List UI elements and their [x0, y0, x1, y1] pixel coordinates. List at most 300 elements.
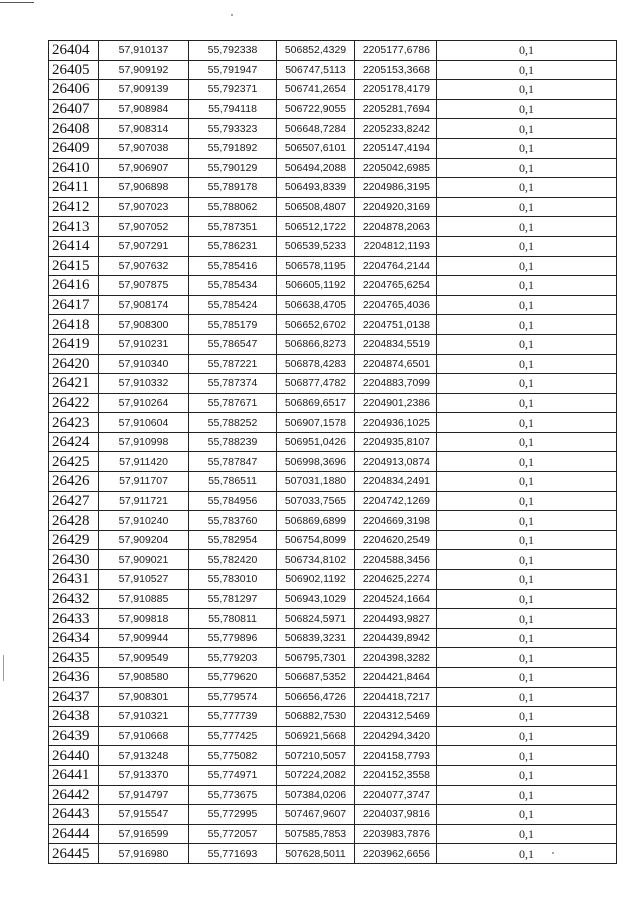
coord-x-cell: 506512,1722 — [277, 217, 355, 237]
longitude-cell: 55,792338 — [189, 41, 277, 61]
accuracy-cell: 0,1 — [437, 99, 617, 119]
longitude-cell: 55,772057 — [189, 824, 277, 844]
latitude-cell: 57,909818 — [99, 609, 189, 629]
point-number-cell: 26444 — [49, 824, 99, 844]
coord-y-cell: 2204524,1664 — [355, 589, 437, 609]
accuracy-cell: 0,1 — [437, 217, 617, 237]
longitude-cell: 55,774971 — [189, 765, 277, 785]
table-row — [49, 60, 617, 80]
point-number-cell: 26410 — [49, 158, 99, 178]
latitude-cell: 57,916980 — [99, 844, 189, 864]
coord-x-cell: 506902,1192 — [277, 570, 355, 590]
latitude-cell: 57,906898 — [99, 178, 189, 198]
latitude-cell: 57,915547 — [99, 805, 189, 825]
latitude-cell: 57,909944 — [99, 628, 189, 648]
coord-y-cell: 2204874,6501 — [355, 354, 437, 374]
table-row — [49, 570, 617, 590]
longitude-cell: 55,788239 — [189, 432, 277, 452]
accuracy-cell: 0,1 — [437, 41, 617, 61]
table-row — [49, 197, 617, 217]
point-number-cell: 26405 — [49, 60, 99, 80]
table-row — [49, 765, 617, 785]
coord-x-cell: 507224,2082 — [277, 765, 355, 785]
latitude-cell: 57,908984 — [99, 99, 189, 119]
coord-y-cell: 2204312,5469 — [355, 707, 437, 727]
accuracy-cell: 0,1 — [437, 844, 617, 864]
latitude-cell: 57,910604 — [99, 413, 189, 433]
accuracy-cell: 0,1 — [437, 334, 617, 354]
table-row — [49, 295, 617, 315]
coord-y-cell: 2203983,7876 — [355, 824, 437, 844]
longitude-cell: 55,787671 — [189, 393, 277, 413]
point-number-cell: 26425 — [49, 452, 99, 472]
accuracy-cell: 0,1 — [437, 236, 617, 256]
latitude-cell: 57,910264 — [99, 393, 189, 413]
table-row — [49, 472, 617, 492]
coord-x-cell: 506507,6101 — [277, 138, 355, 158]
longitude-cell: 55,787847 — [189, 452, 277, 472]
longitude-cell: 55,787351 — [189, 217, 277, 237]
table-row — [49, 178, 617, 198]
accuracy-cell: 0,1 — [437, 413, 617, 433]
latitude-cell: 57,913370 — [99, 765, 189, 785]
coord-x-cell: 506754,8099 — [277, 530, 355, 550]
coord-x-cell: 507031,1880 — [277, 472, 355, 492]
accuracy-cell: 0,1 — [437, 805, 617, 825]
accuracy-cell: 0,1 — [437, 256, 617, 276]
point-number-cell: 26420 — [49, 354, 99, 374]
latitude-cell: 57,910137 — [99, 41, 189, 61]
coord-y-cell: 2204936,1025 — [355, 413, 437, 433]
point-number-cell: 26414 — [49, 236, 99, 256]
point-number-cell: 26415 — [49, 256, 99, 276]
latitude-cell: 57,908301 — [99, 687, 189, 707]
accuracy-cell: 0,1 — [437, 158, 617, 178]
accuracy-cell: 0,1 — [437, 393, 617, 413]
latitude-cell: 57,910231 — [99, 334, 189, 354]
coord-x-cell: 507210,5057 — [277, 746, 355, 766]
longitude-cell: 55,788252 — [189, 413, 277, 433]
coord-x-cell: 506652,6702 — [277, 315, 355, 335]
point-number-cell: 26434 — [49, 628, 99, 648]
latitude-cell: 57,908174 — [99, 295, 189, 315]
coord-y-cell: 2205147,4194 — [355, 138, 437, 158]
accuracy-cell: 0,1 — [437, 726, 617, 746]
accuracy-cell: 0,1 — [437, 687, 617, 707]
longitude-cell: 55,785434 — [189, 276, 277, 296]
point-number-cell: 26424 — [49, 432, 99, 452]
point-number-cell: 26418 — [49, 315, 99, 335]
point-number-cell: 26431 — [49, 570, 99, 590]
longitude-cell: 55,785416 — [189, 256, 277, 276]
accuracy-cell: 0,1 — [437, 178, 617, 198]
point-number-cell: 26406 — [49, 80, 99, 100]
accuracy-cell: 0,1 — [437, 295, 617, 315]
longitude-cell: 55,779896 — [189, 628, 277, 648]
accuracy-cell: 0,1 — [437, 472, 617, 492]
table-row — [49, 374, 617, 394]
coord-x-cell: 506824,5971 — [277, 609, 355, 629]
coord-x-cell: 507628,5011 — [277, 844, 355, 864]
coord-x-cell: 507585,7853 — [277, 824, 355, 844]
accuracy-cell: 0,1 — [437, 589, 617, 609]
longitude-cell: 55,782420 — [189, 550, 277, 570]
coord-y-cell: 2204493,9827 — [355, 609, 437, 629]
coord-x-cell: 506493,8339 — [277, 178, 355, 198]
latitude-cell: 57,911420 — [99, 452, 189, 472]
latitude-cell: 57,909549 — [99, 648, 189, 668]
coord-y-cell: 2204077,3747 — [355, 785, 437, 805]
coord-y-cell: 2204398,3282 — [355, 648, 437, 668]
coord-x-cell: 506741,2654 — [277, 80, 355, 100]
coord-x-cell: 506839,3231 — [277, 628, 355, 648]
latitude-cell: 57,908580 — [99, 668, 189, 688]
table-row — [49, 824, 617, 844]
table-row — [49, 158, 617, 178]
latitude-cell: 57,909021 — [99, 550, 189, 570]
coord-y-cell: 2204883,7099 — [355, 374, 437, 394]
coord-y-cell: 2204901,2386 — [355, 393, 437, 413]
coord-y-cell: 2204834,2491 — [355, 472, 437, 492]
coord-x-cell: 506877,4782 — [277, 374, 355, 394]
point-number-cell: 26435 — [49, 648, 99, 668]
table-row — [49, 785, 617, 805]
coord-y-cell: 2204986,3195 — [355, 178, 437, 198]
point-number-cell: 26440 — [49, 746, 99, 766]
coord-x-cell: 506722,9055 — [277, 99, 355, 119]
point-number-cell: 26428 — [49, 511, 99, 531]
longitude-cell: 55,772995 — [189, 805, 277, 825]
point-number-cell: 26404 — [49, 41, 99, 61]
accuracy-cell: 0,1 — [437, 530, 617, 550]
accuracy-cell: 0,1 — [437, 707, 617, 727]
coord-x-cell: 506943,1029 — [277, 589, 355, 609]
coord-y-cell: 2204620,2549 — [355, 530, 437, 550]
table-row — [49, 511, 617, 531]
longitude-cell: 55,787374 — [189, 374, 277, 394]
coord-y-cell: 2204669,3198 — [355, 511, 437, 531]
coord-x-cell: 506605,1192 — [277, 276, 355, 296]
coord-x-cell: 506907,1578 — [277, 413, 355, 433]
table-row — [49, 80, 617, 100]
point-number-cell: 26421 — [49, 374, 99, 394]
point-number-cell: 26407 — [49, 99, 99, 119]
accuracy-cell: 0,1 — [437, 511, 617, 531]
coord-y-cell: 2204418,7217 — [355, 687, 437, 707]
coord-y-cell: 2204920,3169 — [355, 197, 437, 217]
latitude-cell: 57,908300 — [99, 315, 189, 335]
accuracy-cell: 0,1 — [437, 491, 617, 511]
longitude-cell: 55,780811 — [189, 609, 277, 629]
coord-x-cell: 506998,3696 — [277, 452, 355, 472]
longitude-cell: 55,785179 — [189, 315, 277, 335]
point-number-cell: 26412 — [49, 197, 99, 217]
coordinates-table-body — [49, 41, 617, 864]
longitude-cell: 55,786511 — [189, 472, 277, 492]
coord-y-cell: 2204913,0874 — [355, 452, 437, 472]
latitude-cell: 57,907023 — [99, 197, 189, 217]
coord-x-cell: 506578,1195 — [277, 256, 355, 276]
scan-speck — [231, 14, 233, 16]
coordinates-table — [48, 40, 617, 864]
accuracy-cell: 0,1 — [437, 550, 617, 570]
latitude-cell: 57,907875 — [99, 276, 189, 296]
longitude-cell: 55,775082 — [189, 746, 277, 766]
latitude-cell: 57,910527 — [99, 570, 189, 590]
coord-x-cell: 506656,4726 — [277, 687, 355, 707]
longitude-cell: 55,787221 — [189, 354, 277, 374]
accuracy-cell: 0,1 — [437, 668, 617, 688]
accuracy-cell: 0,1 — [437, 197, 617, 217]
coord-x-cell: 506747,5113 — [277, 60, 355, 80]
coord-y-cell: 2205178,4179 — [355, 80, 437, 100]
table-row — [49, 334, 617, 354]
accuracy-cell: 0,1 — [437, 452, 617, 472]
accuracy-cell: 0,1 — [437, 570, 617, 590]
latitude-cell: 57,909139 — [99, 80, 189, 100]
coord-x-cell: 506921,5668 — [277, 726, 355, 746]
longitude-cell: 55,783010 — [189, 570, 277, 590]
latitude-cell: 57,910332 — [99, 374, 189, 394]
point-number-cell: 26411 — [49, 178, 99, 198]
accuracy-cell: 0,1 — [437, 746, 617, 766]
table-row — [49, 589, 617, 609]
coord-y-cell: 2204037,9816 — [355, 805, 437, 825]
accuracy-cell: 0,1 — [437, 824, 617, 844]
point-number-cell: 26426 — [49, 472, 99, 492]
latitude-cell: 57,907291 — [99, 236, 189, 256]
point-number-cell: 26417 — [49, 295, 99, 315]
accuracy-cell: 0,1 — [437, 354, 617, 374]
coord-y-cell: 2204588,3456 — [355, 550, 437, 570]
coord-x-cell: 506878,4283 — [277, 354, 355, 374]
latitude-cell: 57,911721 — [99, 491, 189, 511]
coord-x-cell: 506951,0426 — [277, 432, 355, 452]
accuracy-cell: 0,1 — [437, 648, 617, 668]
longitude-cell: 55,779203 — [189, 648, 277, 668]
coordinates-table-page — [48, 40, 616, 864]
point-number-cell: 26416 — [49, 276, 99, 296]
point-number-cell: 26419 — [49, 334, 99, 354]
coord-y-cell: 2204834,5519 — [355, 334, 437, 354]
table-row — [49, 746, 617, 766]
latitude-cell: 57,906907 — [99, 158, 189, 178]
point-number-cell: 26437 — [49, 687, 99, 707]
coord-x-cell: 506869,6899 — [277, 511, 355, 531]
table-row — [49, 707, 617, 727]
coord-x-cell: 506866,8273 — [277, 334, 355, 354]
accuracy-cell: 0,1 — [437, 276, 617, 296]
coord-y-cell: 2205177,6786 — [355, 41, 437, 61]
coord-y-cell: 2204935,8107 — [355, 432, 437, 452]
longitude-cell: 55,793323 — [189, 119, 277, 139]
coord-y-cell: 2204158,7793 — [355, 746, 437, 766]
point-number-cell: 26409 — [49, 138, 99, 158]
coord-y-cell: 2204765,4036 — [355, 295, 437, 315]
longitude-cell: 55,790129 — [189, 158, 277, 178]
point-number-cell: 26423 — [49, 413, 99, 433]
point-number-cell: 26422 — [49, 393, 99, 413]
longitude-cell: 55,785424 — [189, 295, 277, 315]
longitude-cell: 55,782954 — [189, 530, 277, 550]
table-row — [49, 99, 617, 119]
point-number-cell: 26438 — [49, 707, 99, 727]
accuracy-cell: 0,1 — [437, 609, 617, 629]
table-row — [49, 432, 617, 452]
table-row — [49, 530, 617, 550]
coord-x-cell: 507384,0206 — [277, 785, 355, 805]
accuracy-cell: 0,1 — [437, 628, 617, 648]
longitude-cell: 55,777739 — [189, 707, 277, 727]
table-row — [49, 452, 617, 472]
table-row — [49, 648, 617, 668]
coord-y-cell: 2204751,0138 — [355, 315, 437, 335]
latitude-cell: 57,911707 — [99, 472, 189, 492]
table-row — [49, 609, 617, 629]
coord-x-cell: 506494,2088 — [277, 158, 355, 178]
table-row — [49, 413, 617, 433]
latitude-cell: 57,910340 — [99, 354, 189, 374]
latitude-cell: 57,913248 — [99, 746, 189, 766]
coord-x-cell: 506882,7530 — [277, 707, 355, 727]
coord-x-cell: 507033,7565 — [277, 491, 355, 511]
coord-y-cell: 2205153,3668 — [355, 60, 437, 80]
table-row — [49, 217, 617, 237]
point-number-cell: 26429 — [49, 530, 99, 550]
coord-y-cell: 2205281,7694 — [355, 99, 437, 119]
coord-y-cell: 2204742,1269 — [355, 491, 437, 511]
coord-y-cell: 2204764,2144 — [355, 256, 437, 276]
table-row — [49, 805, 617, 825]
point-number-cell: 26436 — [49, 668, 99, 688]
coord-y-cell: 2204152,3558 — [355, 765, 437, 785]
coord-x-cell: 506687,5352 — [277, 668, 355, 688]
coord-y-cell: 2203962,6656 — [355, 844, 437, 864]
table-row — [49, 844, 617, 864]
table-row — [49, 41, 617, 61]
table-row — [49, 236, 617, 256]
point-number-cell: 26408 — [49, 119, 99, 139]
table-row — [49, 138, 617, 158]
latitude-cell: 57,910998 — [99, 432, 189, 452]
accuracy-cell: 0,1 — [437, 80, 617, 100]
table-row — [49, 687, 617, 707]
coord-x-cell: 506648,7284 — [277, 119, 355, 139]
accuracy-cell: 0,1 — [437, 138, 617, 158]
latitude-cell: 57,910668 — [99, 726, 189, 746]
coord-y-cell: 2204294,3420 — [355, 726, 437, 746]
point-number-cell: 26441 — [49, 765, 99, 785]
latitude-cell: 57,907632 — [99, 256, 189, 276]
coord-x-cell: 506734,8102 — [277, 550, 355, 570]
longitude-cell: 55,784956 — [189, 491, 277, 511]
table-row — [49, 315, 617, 335]
coord-x-cell: 506508,4807 — [277, 197, 355, 217]
longitude-cell: 55,791947 — [189, 60, 277, 80]
coord-y-cell: 2204421,8464 — [355, 668, 437, 688]
accuracy-cell: 0,1 — [437, 119, 617, 139]
coord-x-cell: 506638,4705 — [277, 295, 355, 315]
coord-x-cell: 507467,9607 — [277, 805, 355, 825]
table-row — [49, 119, 617, 139]
longitude-cell: 55,773675 — [189, 785, 277, 805]
coord-x-cell: 506869,6517 — [277, 393, 355, 413]
longitude-cell: 55,788062 — [189, 197, 277, 217]
coord-y-cell: 2205042,6985 — [355, 158, 437, 178]
scan-edge-line — [0, 2, 34, 3]
coord-x-cell: 506795,7301 — [277, 648, 355, 668]
latitude-cell: 57,909192 — [99, 60, 189, 80]
point-number-cell: 26432 — [49, 589, 99, 609]
longitude-cell: 55,779620 — [189, 668, 277, 688]
longitude-cell: 55,794118 — [189, 99, 277, 119]
table-row — [49, 256, 617, 276]
longitude-cell: 55,781297 — [189, 589, 277, 609]
longitude-cell: 55,771693 — [189, 844, 277, 864]
longitude-cell: 55,789178 — [189, 178, 277, 198]
table-row — [49, 550, 617, 570]
point-number-cell: 26413 — [49, 217, 99, 237]
latitude-cell: 57,910240 — [99, 511, 189, 531]
point-number-cell: 26433 — [49, 609, 99, 629]
longitude-cell: 55,783760 — [189, 511, 277, 531]
point-number-cell: 26430 — [49, 550, 99, 570]
point-number-cell: 26443 — [49, 805, 99, 825]
longitude-cell: 55,786231 — [189, 236, 277, 256]
longitude-cell: 55,777425 — [189, 726, 277, 746]
table-row — [49, 393, 617, 413]
latitude-cell: 57,907052 — [99, 217, 189, 237]
latitude-cell: 57,914797 — [99, 785, 189, 805]
coord-y-cell: 2205233,8242 — [355, 119, 437, 139]
coord-y-cell: 2204878,2063 — [355, 217, 437, 237]
point-number-cell: 26445 — [49, 844, 99, 864]
latitude-cell: 57,910321 — [99, 707, 189, 727]
table-row — [49, 726, 617, 746]
point-number-cell: 26439 — [49, 726, 99, 746]
longitude-cell: 55,786547 — [189, 334, 277, 354]
latitude-cell: 57,910885 — [99, 589, 189, 609]
longitude-cell: 55,779574 — [189, 687, 277, 707]
latitude-cell: 57,916599 — [99, 824, 189, 844]
coord-y-cell: 2204812,1193 — [355, 236, 437, 256]
scan-speck — [3, 655, 4, 681]
latitude-cell: 57,908314 — [99, 119, 189, 139]
coord-y-cell: 2204625,2274 — [355, 570, 437, 590]
accuracy-cell: 0,1 — [437, 60, 617, 80]
longitude-cell: 55,791892 — [189, 138, 277, 158]
coord-y-cell: 2204439,8942 — [355, 628, 437, 648]
table-row — [49, 491, 617, 511]
point-number-cell: 26442 — [49, 785, 99, 805]
coord-x-cell: 506539,5233 — [277, 236, 355, 256]
accuracy-cell: 0,1 — [437, 785, 617, 805]
table-row — [49, 354, 617, 374]
accuracy-cell: 0,1 — [437, 315, 617, 335]
accuracy-cell: 0,1 — [437, 432, 617, 452]
latitude-cell: 57,909204 — [99, 530, 189, 550]
accuracy-cell: 0,1 — [437, 374, 617, 394]
coord-y-cell: 2204765,6254 — [355, 276, 437, 296]
table-row — [49, 276, 617, 296]
longitude-cell: 55,792371 — [189, 80, 277, 100]
table-row — [49, 628, 617, 648]
accuracy-cell: 0,1 — [437, 765, 617, 785]
latitude-cell: 57,907038 — [99, 138, 189, 158]
coord-x-cell: 506852,4329 — [277, 41, 355, 61]
table-row — [49, 668, 617, 688]
point-number-cell: 26427 — [49, 491, 99, 511]
